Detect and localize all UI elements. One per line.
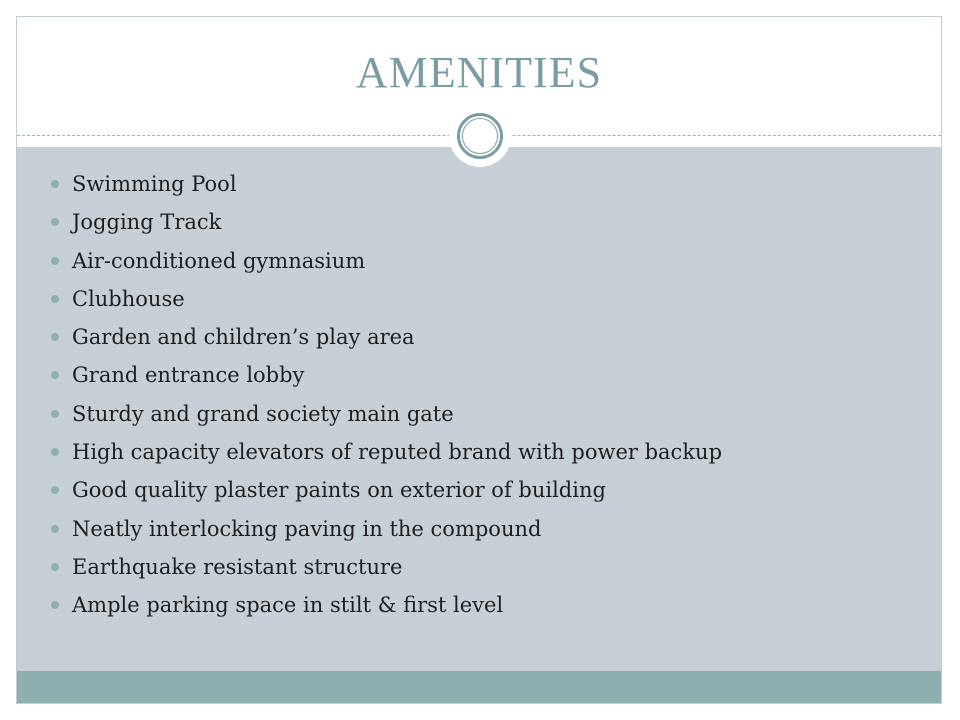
- circle-bullet-icon: [51, 333, 59, 341]
- list-item: [51, 433, 722, 471]
- list-item: [51, 280, 722, 318]
- circle-bullet-icon: [51, 448, 59, 456]
- list-item-text: Jogging Track: [72, 210, 222, 235]
- list-item: [51, 242, 722, 280]
- list-item-text: Earthquake resistant structure: [72, 554, 403, 579]
- circle-bullet-icon: [51, 295, 59, 303]
- list-item: [51, 356, 722, 394]
- circle-bullet-icon: [51, 410, 59, 418]
- list-item: [51, 318, 722, 356]
- slide-title: AMENITIES: [355, 48, 603, 97]
- list-item-text: Ample parking space in stilt & first level: [72, 593, 504, 618]
- list-item-text: Grand entrance lobby: [72, 363, 305, 388]
- list-item: [51, 395, 722, 433]
- circle-bullet-icon: [51, 371, 59, 379]
- list-item-text: Clubhouse: [72, 286, 185, 311]
- list-item-text: High capacity elevators of reputed brand with power backup: [72, 440, 723, 465]
- circle-bullet-icon: [51, 601, 59, 609]
- list-item-text: Neatly interlocking paving in the compound: [72, 516, 542, 541]
- circle-bullet-icon: [51, 180, 59, 188]
- list-item-text: Sturdy and grand society main gate: [72, 401, 454, 426]
- circle-bullet-icon: [51, 218, 59, 226]
- list-item: [51, 471, 722, 509]
- list-item: [51, 548, 722, 586]
- list-item: [51, 510, 722, 548]
- amenities-list: [51, 165, 722, 625]
- circle-bullet-icon: [51, 257, 59, 265]
- circle-bullet-icon: [51, 563, 59, 571]
- footer-band: [17, 671, 941, 704]
- list-item: [51, 165, 722, 203]
- list-item: [51, 586, 722, 624]
- circle-bullet-icon: [51, 525, 59, 533]
- list-item: [51, 203, 722, 241]
- list-item-text: Garden and children’s play area: [72, 325, 415, 350]
- ring-ornament-inner-icon: [462, 118, 498, 154]
- slide: [16, 16, 942, 704]
- list-item-text: Good quality plaster paints on exterior of building: [72, 478, 606, 503]
- list-item-text: Swimming Pool: [72, 172, 237, 196]
- list-item-text: Air-conditioned gymnasium: [72, 248, 366, 273]
- circle-bullet-icon: [51, 486, 59, 494]
